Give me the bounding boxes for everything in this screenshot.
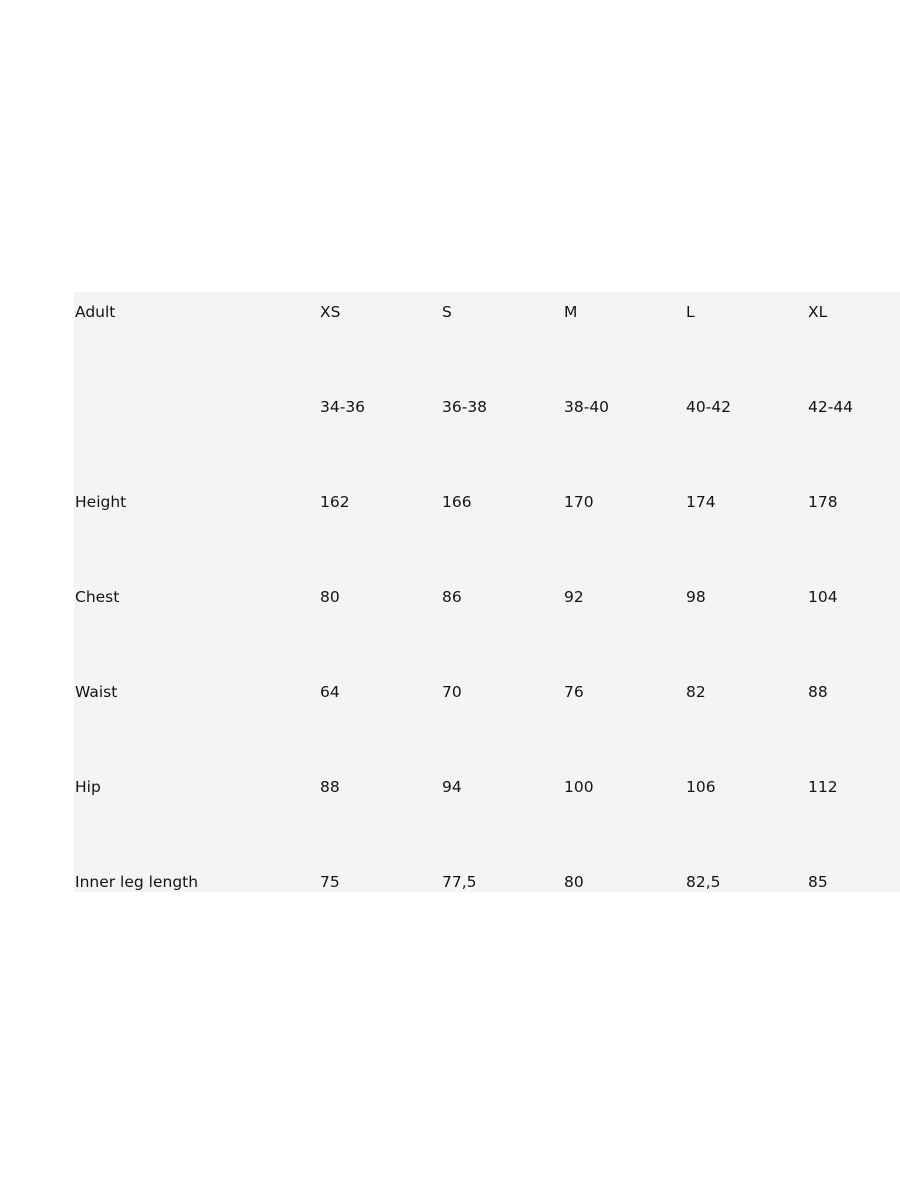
cell-value: 34-36 [320,398,366,416]
row-label: Waist [75,683,118,701]
cell-value: 75 [320,873,340,891]
row-label: Chest [75,588,120,606]
row-label-cell [74,387,320,482]
cell-value: 166 [442,493,472,511]
table-cell [442,672,564,767]
table-cell [808,387,900,482]
table-cell [686,577,808,672]
cell-value: 64 [320,683,340,701]
table-row [74,767,900,862]
cell-value: 170 [564,493,594,511]
row-label-cell [74,862,320,892]
row-label-cell [74,482,320,577]
table-cell [808,482,900,577]
cell-value: 70 [442,683,462,701]
table-cell [442,862,564,892]
table-cell [320,672,442,767]
table-cell [320,577,442,672]
cell-value: 106 [686,778,716,796]
cell-value: XS [320,303,341,321]
cell-value: 85 [808,873,828,891]
cell-value: 36-38 [442,398,488,416]
table-cell [808,862,900,892]
cell-value: 80 [564,873,584,891]
cell-value: 82 [686,683,706,701]
table-row [74,387,900,482]
table-cell [686,482,808,577]
cell-value: 92 [564,588,584,606]
table-cell [442,482,564,577]
row-label-cell [74,292,320,387]
table-cell [564,292,686,387]
cell-value: 104 [808,588,838,606]
cell-value: 77,5 [442,873,477,891]
row-label: Adult [75,303,116,321]
cell-value: 88 [320,778,340,796]
row-label: Inner leg length [75,873,199,891]
table-cell [686,672,808,767]
table-cell [442,387,564,482]
table-cell [686,292,808,387]
table-cell [686,767,808,862]
cell-value: L [686,303,695,321]
cell-value: S [442,303,452,321]
cell-value: 174 [686,493,716,511]
table-cell [808,577,900,672]
table-cell [442,767,564,862]
row-label-cell [74,767,320,862]
table-cell [442,292,564,387]
table-cell [564,862,686,892]
table-cell [686,862,808,892]
row-label-cell [74,577,320,672]
table-row [74,577,900,672]
table-cell [320,862,442,892]
table-cell [564,767,686,862]
table-row [74,482,900,577]
table-cell [320,482,442,577]
cell-value: 112 [808,778,838,796]
table-cell [564,672,686,767]
cell-value: 76 [564,683,584,701]
table-cell [320,292,442,387]
cell-value: 82,5 [686,873,721,891]
table-cell [320,387,442,482]
table-cell [808,292,900,387]
table-cell [320,767,442,862]
cell-value: 38-40 [564,398,610,416]
table-cell [442,577,564,672]
table-cell [686,387,808,482]
cell-value: 42-44 [808,398,854,416]
cell-value: 88 [808,683,828,701]
cell-value: 94 [442,778,462,796]
table-cell [808,767,900,862]
cell-value: 178 [808,493,838,511]
row-label-cell [74,672,320,767]
table-row [74,292,900,387]
cell-value: M [564,303,578,321]
cell-value: 80 [320,588,340,606]
cell-value: 162 [320,493,350,511]
row-label [74,387,320,398]
cell-value: 86 [442,588,462,606]
cell-value: 98 [686,588,706,606]
row-label: Hip [75,778,101,796]
table-cell [564,482,686,577]
size-chart-table [74,292,900,892]
row-label: Height [75,493,127,511]
cell-value: XL [808,303,828,321]
table-cell [564,387,686,482]
table-cell [808,672,900,767]
cell-value: 100 [564,778,594,796]
cell-value: 40-42 [686,398,732,416]
table-cell [564,577,686,672]
table-row [74,672,900,767]
table-row [74,862,900,892]
